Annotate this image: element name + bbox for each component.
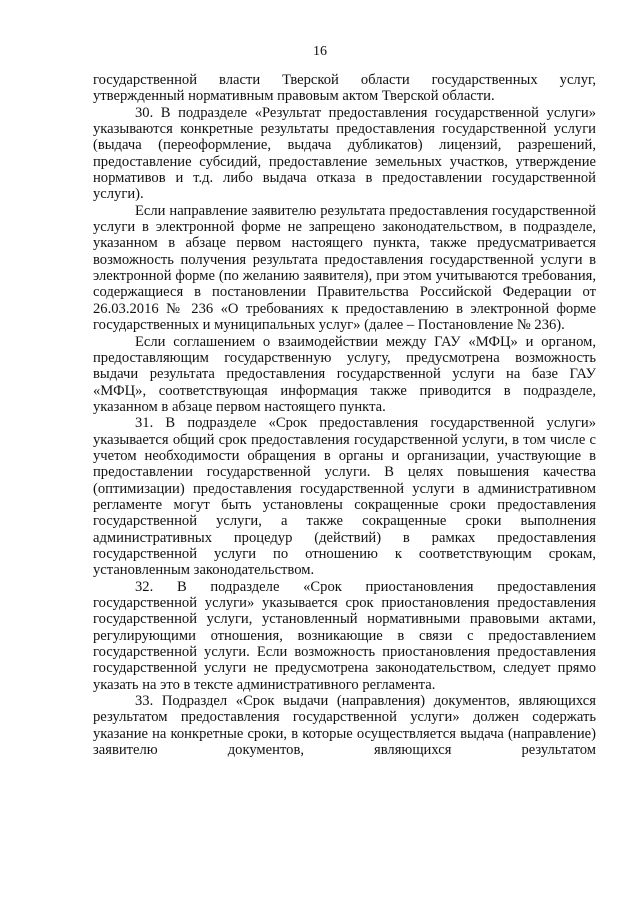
paragraph-31-term: 31. В подразделе «Срок предоставления государственной услуги» указывается общий срок предоставления государственной услуги, в том числе с учетом необходимости обращения в органы и организации, участвующие в предоставлении государственной услуги. В целях повышения качества (оптимизации) предоставления государственной услуги в административном регламенте могут быть установлены сокращенные сроки предоставления государственной услуги, а также сокращенные сроки выполнения административных процедур (действий) в рамках предоставления государственной услуги по отношению к соответствующим срокам, установленным законодательством. [93,415,596,579]
paragraph-mfc-result: Если соглашением о взаимодействии между ГАУ «МФЦ» и органом, предоставляющим государственную услугу, предусмотрена возможность выдачи результата предоставления государственной услуги на базе ГАУ «МФЦ», соответствующая информация также приводится в подразделе, указанном в абзаце первом настоящего пункта. [93,333,596,415]
document-body [93,72,596,758]
paragraph-32-suspension: 32. В подразделе «Срок приостановления предоставления государственной услуги» указывается срок приостановления предоставления государственной услуги, установленный нормативными правовыми актами, регулирующими отношения, возникающие в связи с предоставлением государственной услуги. Если возможность приостановления предоставления государственной услуги не предусмотрена законодательством, следует прямо указать на это в тексте административного регламента. [93,578,596,693]
paragraph-30-result: 30. В подразделе «Результат предоставления государственной услуги» указываются конкретные результаты предоставления государственной услуги (выдача (переоформление, выдача дубликатов) лицензий, разрешений, предоставление субсидий, предоставление земельных участков, утверждение нормативов и т.д. либо выдача отказа в предоставлении государственной услуги). [93,104,596,203]
paragraph-electronic-result: Если направление заявителю результата предоставления государственной услуги в электронной форме не запрещено законодательством, в подразделе, указанном в абзаце первом настоящего пункта, также предусматривается возможность получения результата предоставления государственной услуги в электронной форме (по желанию заявителя), при этом учитываются требования, содержащиеся в постановлении Правительства Российской Федерации от 26.03.2016 № 236 «О требованиях к предоставлению в электронной форме государственных и муниципальных услуг» (далее – Постановление № 236). [93,202,596,334]
paragraph-33-issuance: 33. Подраздел «Срок выдачи (направления) документов, являющихся результатом предоставления государственной услуги» должен содержать указание на конкретные сроки, в которые осуществляется выдача (направление) заявителю документов, являющихся результатом [93,693,596,759]
paragraph-continuation: государственной власти Тверской области государственных услуг, утвержденный нормативным правовым актом Тверской области. [93,72,596,105]
page-number: 16 [313,44,327,59]
